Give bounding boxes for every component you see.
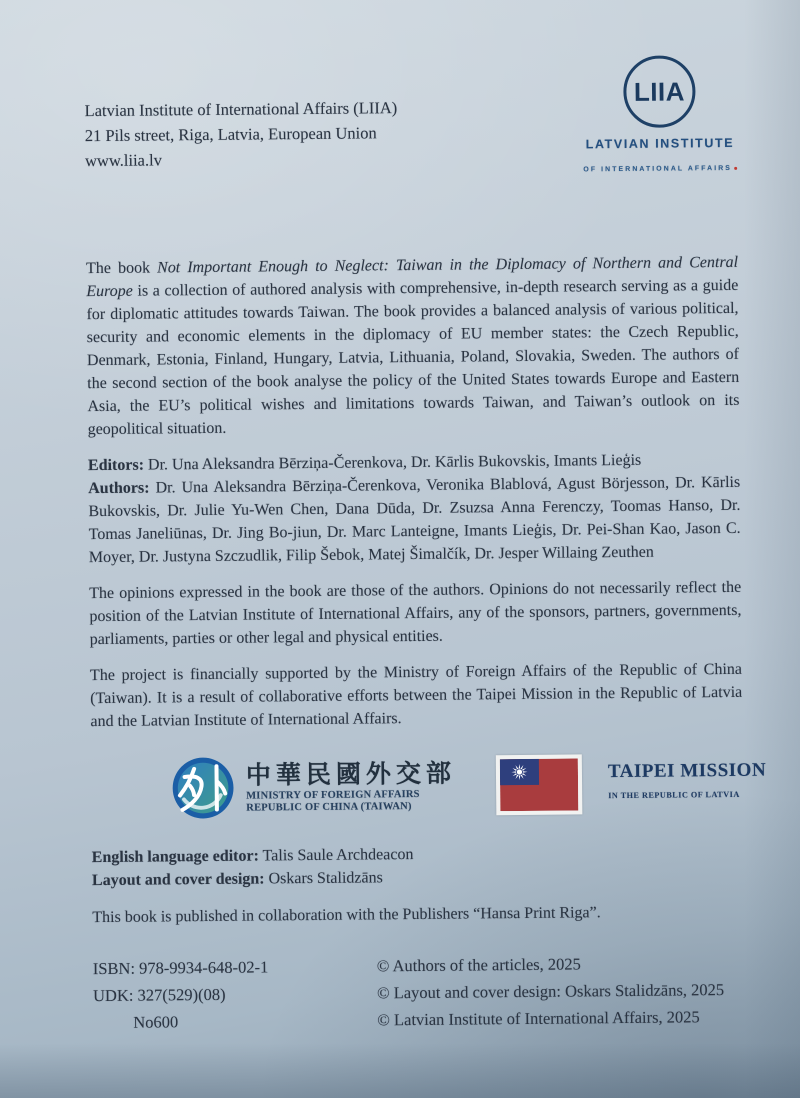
taipei-mission-subtitle: IN THE REPUBLIC OF LATVIA [608,789,740,800]
copyright-design: © Layout and cover design: Oskars Stalidzāns, 2025 [376,980,725,1003]
taipei-mission-title: TAIPEI MISSION [607,759,767,782]
copyright-institute: © Latvian Institute of International Affairs, 2025 [377,1007,700,1030]
liia-logo [564,55,755,174]
book-description [86,251,740,441]
mofa-emblem-icon [171,756,236,821]
mofa-text-block [246,758,457,815]
editors-label: Editors: [87,456,145,475]
isbn: ISBN: 978-9934-648-02-1 [92,957,269,979]
english-editor-label: English language editor: [91,847,259,867]
udk: UDK: 327(529)(08) [92,984,226,1006]
publishing-note: This book is published in collaboration with the Publishers “Hansa Print Riga”. [92,904,601,927]
design-label: Layout and cover design: [91,870,265,890]
logo-red-dot-icon [734,167,737,170]
design-line [92,863,744,892]
opinions-disclaimer: The opinions expressed in the book are those of the authors. Opinions do not necessarily reflect the position of the Latvian Institute of International Affairs, any of the sponsors, partners, governments, parliaments, parties or other legal and physical entities. [89,578,742,649]
mofa-name-line1: MINISTRY OF FOREIGN AFFAIRS [246,788,420,802]
sponsor-logos-row [91,743,767,829]
editors-names: Dr. Una Aleksandra Bērziņa-Čerenkova, Dr. Kārlis Bukovskis, Imants Lieģis [143,451,642,474]
mofa-logo [171,754,457,821]
institute-name: Latvian Institute of International Affairs (LIIA) [84,98,398,121]
contributors-block [88,448,741,569]
mofa-name-line2: REPUBLIC OF CHINA (TAIWAN) [246,801,412,814]
institute-website: www.liia.lv [84,150,162,171]
institute-address-block [84,95,397,173]
copyright-authors: © Authors of the articles, 2025 [376,954,581,976]
page-header [84,55,737,173]
liia-logo-monogram: LIIA [623,55,696,128]
taipei-mission-logo [608,760,767,807]
mofa-chinese-name: 中華民國外交部 [245,758,457,790]
authors-label: Authors: [88,479,150,498]
production-credits [92,840,744,892]
book-imprint-page [84,0,767,1036]
taiwan-flag-icon [496,754,583,815]
series-number: No600 [133,1012,179,1032]
institute-address: 21 Pils street, Riga, Latvia, European Union [84,123,377,146]
design-name: Oskars Stalidzāns [264,869,383,888]
english-editor-name: Talis Saule Archdeacon [258,846,414,865]
book-title: Not Important Enough to Neglect: Taiwan in the Diplomacy of Northern and Central Europe [86,253,739,301]
liia-logo-title: LATVIAN INSTITUTE [585,135,735,152]
liia-logo-subtitle: OF INTERNATIONAL AFFAIRS [565,157,755,182]
imprint-block [93,949,746,1036]
authors-names: Dr. Una Aleksandra Bērziņa-Čerenkova, Veronika Blablová, Agust Börjesson, Dr. Kārlis Bukovskis, Dr. Julie Yu-Wen Chen, Dana Dūda, Dr. Zsuzsa Anna Ferenczy, Toomas Hanso, Dr. Tomas Janeliūnas, Dr. Jing Bo-jiun, Dr. Marc Lanteigne, Imants Lieģis, Dr. Pei-Shan Kao, Jason C. Moyer, Dr. Justyna Szczudlik, Filip Šebok, Matej Šimalčík, Dr. Jesper Willaing Zeuthen [88,473,741,567]
funding-note: The project is financially supported by the Ministry of Foreign Affairs of the Republic of China (Taiwan). It is a result of collaborative efforts between the Taipei Mission in the Republic of Latvia and the Latvian Institute of International Affairs. [89,660,743,731]
isbn-block [93,952,378,1036]
authors-line [88,471,741,569]
copyright-block [377,949,746,1034]
description-lead: The book [86,259,158,278]
description-rest: is a collection of authored analysis with comprehensive, in-depth research serving as a guide for diplomatic attitudes towards Taiwan. The book provides a balanced analysis of various political, security and economic elements in the diplomacy of EU member states: the Czech Republic, Denmark, Estonia, Finland, Hungary, Latvia, Lithuania, Poland, Slovakia, Sweden. The authors of the second section of the book analyse the policy of the United States towards Europe and Eastern Asia, the EU’s political wishes and limitations towards Taiwan, and Taiwan’s outlook on its geopolitical situation. [86,276,740,439]
